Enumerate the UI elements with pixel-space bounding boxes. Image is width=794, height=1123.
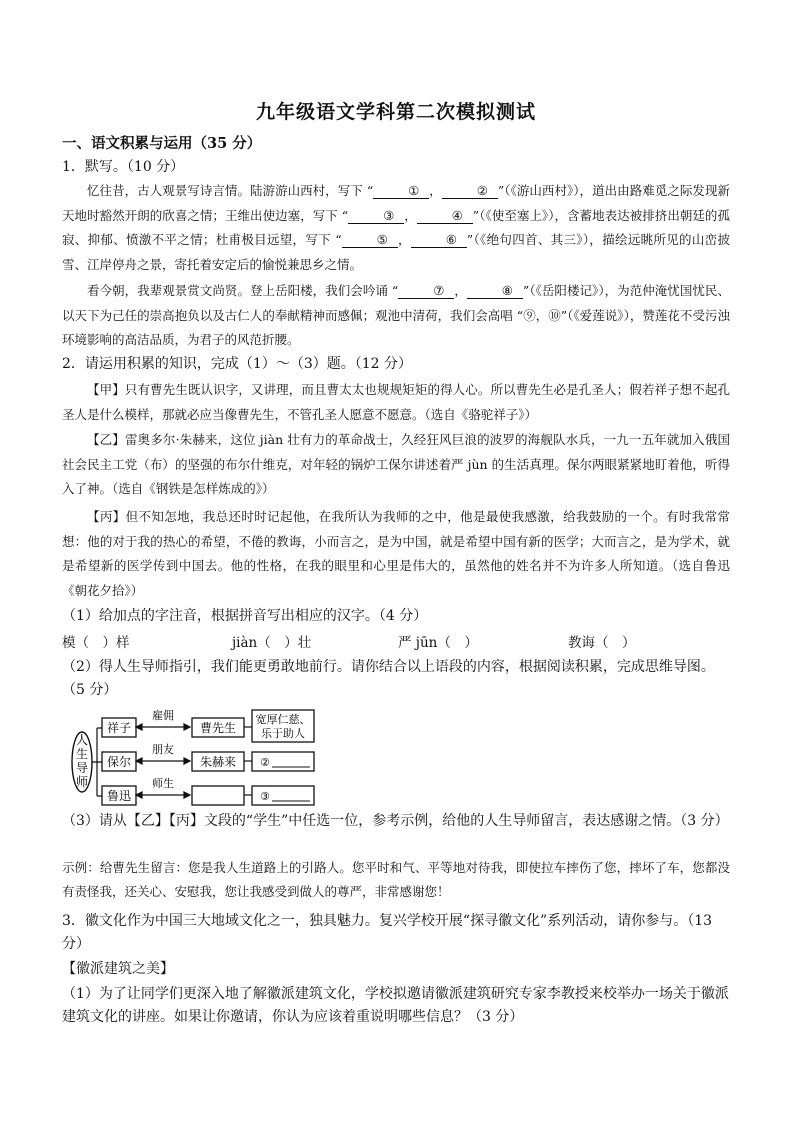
q1-p1-text-1: 忆往昔，古人观景写诗言情。陆游游山西村，写下 “ (87, 183, 374, 198)
q1-paragraph-2 (62, 279, 730, 353)
pinyin-item-2[interactable]: jiàn（ ）壮 (232, 635, 312, 651)
trait-1-line-1: 宽厚仁慈、 (255, 713, 311, 726)
q2-sub2: （2）得人生导师指引，我们能更勇敢地前行。请你结合以上语段的内容，根据阅读积累，完成思维导图。 (62, 659, 715, 675)
mind-map-bracket (92, 728, 102, 796)
q1-p1-text-2: ”（《游山西村》），道出由路难觅之际发现新天地时豁然开朗的欣喜之情；王维出使边塞，写下 “ (62, 183, 730, 223)
trait-2: ② (260, 756, 270, 769)
mentor-box-3[interactable] (192, 786, 244, 805)
q1-p1-sep-2: ， (404, 207, 417, 223)
student-2: 保尔 (106, 755, 132, 769)
mind-map-root-char-1: 人 (75, 733, 89, 747)
question-2-heading: 2．请运用积累的知识，完成（1）～（3）题。（12 分） (62, 356, 412, 372)
mentor-2: 朱赫来 (199, 755, 237, 769)
q2-sample-answer: 示例：给曹先生留言：您是我人生道路上的引路人。您平时和气、平等地对待我，即使拉车摔伤了您，摔坏了车，您都没有责怪我，还关心、安慰我，您让我感受到做人的尊严，非常感谢您！ (62, 860, 730, 899)
q1-p1-sep-3: ， (397, 232, 411, 247)
passage-yi: 【乙】雷奥多尔·朱赫来，这位 jiàn 壮有力的革命战士，久经狂风巨浪的波罗的海舰队水兵，一九一五年就加入俄国社会民主工党（布）的坚强的布尔什维克，对年轻的锅炉工保尔讲述着严 jùn 的生活真理。保尔两眼紧紧地盯着他，听得入了神。（选自《钢铁是怎样炼成的》） (62, 432, 730, 496)
q3-sub1: （1）为了让同学们更深入地了解徽派建筑文化，学校拟邀请徽派建筑研究专家李教授来校举办一场关于徽派建筑文化的讲座。如果让你邀请，你认为应该着重说明哪些信息？（3 分） (62, 986, 729, 1025)
question-3-heading: 3．徽文化作为中国三大地域文化之一，独具魅力。复兴学校开展“探寻徽文化”系列活动，请你参与。（13 分） (62, 913, 713, 952)
section-heading: 一、语文积累与运用（35 分） (62, 135, 262, 152)
question-1-heading: 1．默写。（10 分） (62, 159, 185, 175)
q1-p2-text-2: ”（《岳阳楼记》），为范仲淹忧国忧民、以天下为己任的崇高抱负以及古仁人的奉献精神而感佩；观池中清荷，我们会高唱 “⑨，⑩”（《爱莲说》），赞莲花不受污浊环境影响的高洁品质，为君子的风范折腰。 (62, 283, 730, 347)
mind-map-root-char-3: 导 (75, 761, 89, 775)
q2-sub2-score: （5 分） (62, 682, 118, 698)
relation-3: 师生 (152, 777, 174, 790)
blank-4[interactable]: ④ (417, 208, 473, 224)
student-1: 祥子 (106, 721, 132, 735)
trait-3: ③ (260, 790, 270, 803)
blank-8[interactable]: ⑧ (467, 283, 523, 299)
page-title: 九年级语文学科第二次模拟测试 (255, 101, 536, 123)
q1-paragraph-1 (62, 179, 730, 277)
blank-7[interactable]: ⑦ (398, 283, 454, 299)
pinyin-items (62, 631, 730, 651)
q2-sub1: （1）给加点的字注音，根据拼音写出相应的汉字。（4 分） (62, 608, 428, 624)
q1-p2-text-1: 看今朝，我辈观景赏文尚贤。登上岳阳楼，我们会吟诵 “ (87, 283, 399, 298)
mind-map (70, 706, 350, 810)
trait-1-line-2: 乐于助人 (261, 727, 305, 740)
passage-jia: 【甲】只有曹先生既认识字，又讲理，而且曹太太也规规矩矩的得人心。所以曹先生必是孔圣人；假若祥子想不起孔圣人是什么模样，那就必应当像曹先生，不管孔圣人愿意不愿意。（选自《骆驼祥子》） (62, 382, 730, 422)
passage-bing: 【丙】但不知怎地，我总还时时记起他，在我所认为我师的之中，他是最使我感激，给我鼓励的一个。有时我常常想：他的对于我的热心的希望，不倦的教诲，小而言之，是为中国，就是希望中国有新的医学；大而言之，是为学术，就是希望新的医学传到中国去。他的性格，在我的眼里和心里是伟大的，虽然他的姓名并不为许多人所知道。（选自鲁迅《朝花夕拾》） (62, 509, 730, 598)
q3-subsection-heading: 【徽派建筑之美】 (62, 961, 174, 977)
pinyin-item-4[interactable]: 教诲（ ） (568, 635, 636, 651)
blank-1[interactable]: ① (373, 183, 429, 199)
relation-1: 雇佣 (152, 709, 174, 722)
mind-map-root-char-2: 生 (75, 747, 89, 761)
q1-p1-text-3: ”（《使至塞上》），含蓄地表达被排挤出朝廷的孤寂、抑郁、愤激不平之情；杜甫极目远望，写下 “ (62, 207, 730, 247)
student-3: 鲁迅 (106, 789, 132, 803)
blank-6[interactable]: ⑥ (411, 232, 467, 248)
relation-2: 朋友 (152, 743, 174, 756)
q1-p1-sep-1: ， (429, 183, 442, 198)
mind-map-root-char-4: 师 (75, 775, 89, 789)
q1-p1-text-4: ”（《绝句四首、其三》），描绘远眺所见的山峦披雪、江岸停舟之景，寄托着安定后的愉悦兼思乡之情。 (62, 232, 730, 272)
pinyin-item-3[interactable]: 严 jūn（ ） (398, 635, 478, 651)
q1-p2-sep-1: ， (454, 283, 467, 298)
mentor-1: 曹先生 (199, 721, 237, 735)
pinyin-item-1[interactable]: 模（ ）样 (62, 635, 130, 651)
blank-3[interactable]: ③ (348, 208, 404, 224)
blank-2[interactable]: ② (442, 183, 498, 199)
blank-5[interactable]: ⑤ (342, 232, 398, 248)
q2-sub3: （3）请从【乙】【丙】文段的“学生”中任选一位，参考示例，给他的人生导师留言，表达感谢之情。（3 分） (62, 813, 729, 829)
